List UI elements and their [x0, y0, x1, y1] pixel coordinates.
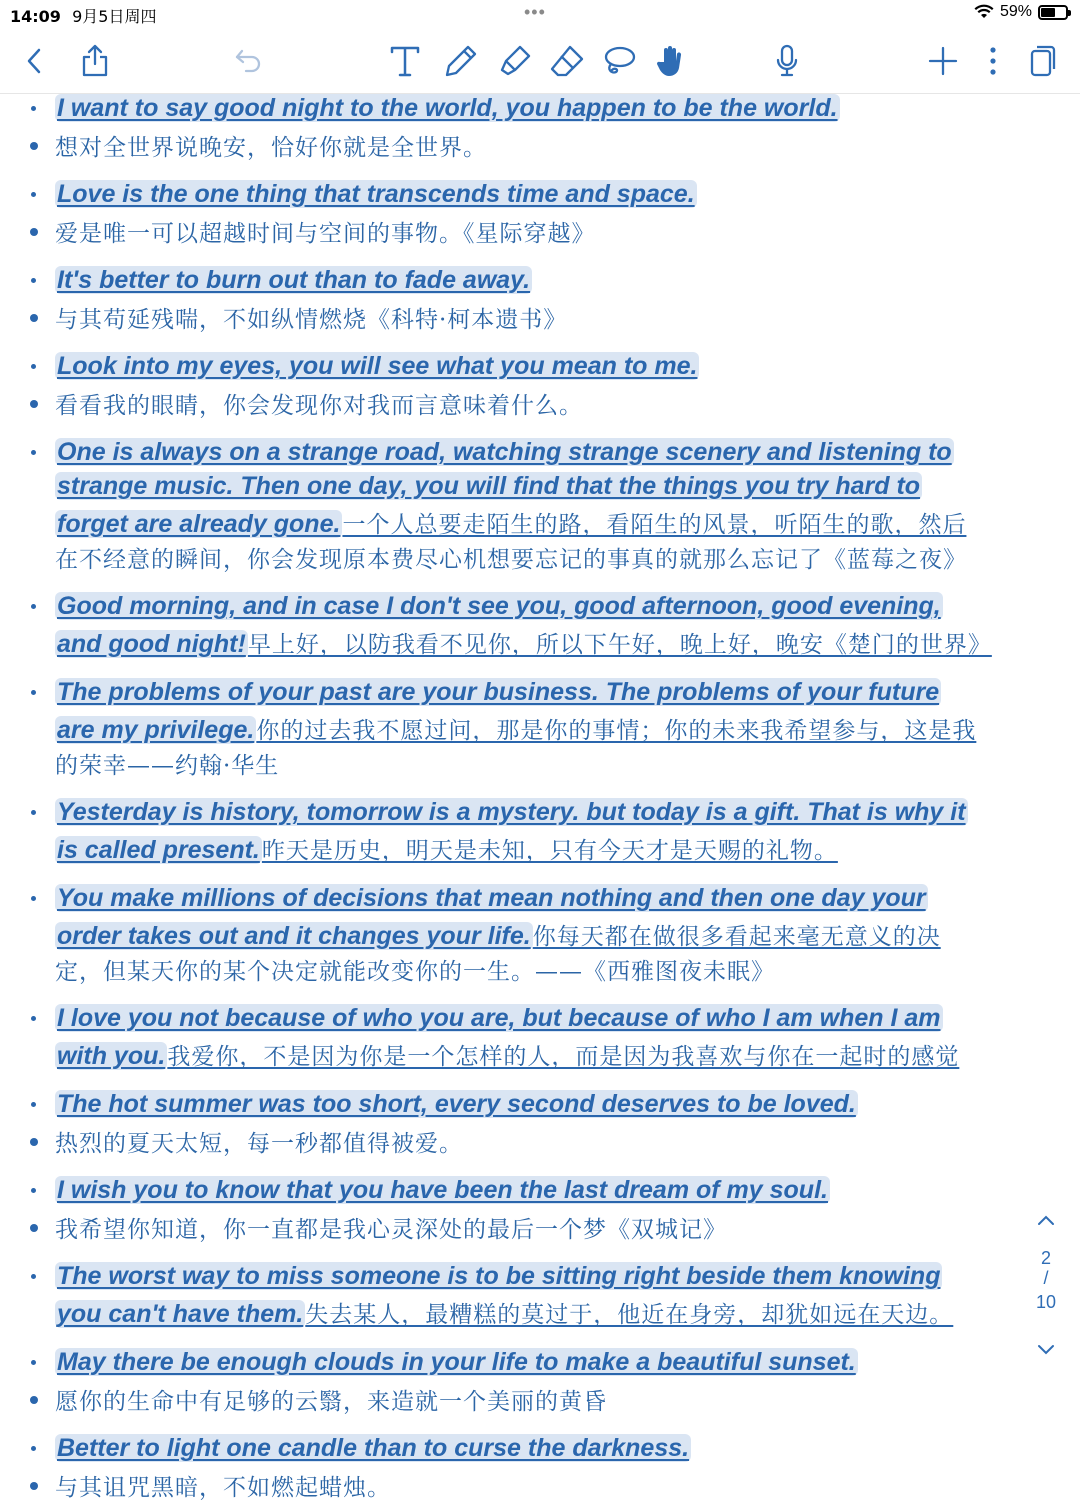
- status-bar: [0, 0, 1080, 28]
- note-page[interactable]: [0, 94, 1080, 1501]
- chinese-translation-line[interactable]: 热烈的夏天太短，每一秒都值得被爱。: [55, 1131, 463, 1157]
- bullet-point: [30, 1396, 38, 1404]
- wifi-icon: [974, 4, 994, 20]
- lasso-icon: [601, 44, 637, 78]
- bullet-point: [31, 1188, 36, 1193]
- highlighted-text: Good morning, and in case I don't see you, good afternoon, good evening,: [57, 592, 941, 620]
- english-quote-line[interactable]: [55, 1176, 830, 1208]
- english-quote-line[interactable]: [55, 506, 966, 538]
- chinese-translation-line[interactable]: 我希望你知道，你一直都是我心灵深处的最后一个梦《双城记》: [55, 1217, 727, 1243]
- pages-button[interactable]: [1022, 40, 1064, 82]
- chinese-translation-line[interactable]: 的荣幸——约翰·华生: [55, 753, 280, 779]
- english-quote-line[interactable]: [55, 798, 968, 830]
- chinese-translation-inline: 早上好，以防我看不见你，所以下午好，晚上好，晚安《楚门的世界》: [247, 632, 992, 658]
- more-icon: [988, 46, 998, 76]
- bullet-point: [31, 1274, 36, 1279]
- add-icon: [928, 46, 958, 76]
- english-quote-line[interactable]: [55, 94, 840, 126]
- bullet-point: [31, 278, 36, 283]
- bullet-point: [31, 810, 36, 815]
- highlighted-text: and good night!: [57, 630, 246, 658]
- multitasking-dots[interactable]: •••: [524, 2, 546, 22]
- english-quote-line[interactable]: [55, 1348, 858, 1380]
- bullet-point: [31, 450, 36, 455]
- english-quote-line[interactable]: [55, 180, 697, 212]
- chinese-translation-inline: 你的过去我不愿过问，那是你的事情；你的未来我希望参与，这是我: [256, 718, 977, 744]
- chevron-down-icon[interactable]: [1036, 1340, 1056, 1360]
- battery-percent: 59%: [999, 3, 1032, 20]
- highlighted-text: is called present.: [57, 836, 260, 864]
- microphone-icon: [775, 44, 799, 78]
- bullet-point: [30, 314, 38, 322]
- chinese-translation-line[interactable]: 定，但某天你的某个决定就能改变你的一生。——《西雅图夜未眠》: [55, 959, 775, 985]
- eraser-tool-button[interactable]: [546, 40, 588, 82]
- current-page-number: 2: [1040, 1248, 1051, 1268]
- eraser-icon: [549, 44, 585, 78]
- highlighted-text: forget are already gone.: [57, 510, 341, 538]
- english-quote-line[interactable]: [55, 352, 699, 384]
- chinese-translation-line[interactable]: 与其诅咒黑暗，不如燃起蜡烛。: [55, 1475, 391, 1501]
- bullet-point: [30, 1138, 38, 1146]
- highlighted-text: Love is the one thing that transcends time and space.: [57, 180, 695, 208]
- english-quote-line[interactable]: [55, 884, 928, 916]
- highlighted-text: You make millions of decisions that mean nothing and then one day your: [57, 884, 926, 912]
- english-quote-line[interactable]: [55, 1038, 959, 1070]
- bullet-point: [30, 400, 38, 408]
- chinese-translation-inline: 失去某人，最糟糕的莫过于，他近在身旁，却犹如远在天边。: [305, 1302, 954, 1328]
- bullet-point: [31, 364, 36, 369]
- share-button[interactable]: [74, 40, 116, 82]
- total-page-count: 10: [1035, 1292, 1057, 1312]
- share-icon: [81, 44, 109, 78]
- lasso-tool-button[interactable]: [598, 40, 640, 82]
- battery-icon: [1038, 5, 1068, 20]
- english-quote-line[interactable]: [55, 678, 941, 710]
- bullet-point: [30, 142, 38, 150]
- english-quote-line[interactable]: [55, 266, 532, 298]
- chinese-translation-inline: 昨天是历史，明天是未知，只有今天才是天赐的礼物。: [261, 838, 838, 864]
- bullet-point: [31, 192, 36, 197]
- highlighted-text: with you.: [57, 1042, 166, 1070]
- highlighted-text: One is always on a strange road, watching strange scenery and listening to: [57, 438, 952, 466]
- highlighted-text: Better to light one candle than to curse the darkness.: [57, 1434, 690, 1462]
- english-quote-line[interactable]: [55, 438, 954, 470]
- bullet-point: [30, 1482, 38, 1490]
- highlighted-text: are my privilege.: [57, 716, 255, 744]
- chinese-translation-inline: 一个人总要走陌生的路，看陌生的风景，听陌生的歌，然后: [342, 512, 967, 538]
- status-time: 14:09 9月5日周四: [10, 7, 157, 26]
- add-page-button[interactable]: [922, 40, 964, 82]
- chevron-up-icon[interactable]: [1036, 1210, 1056, 1230]
- page-separator: /: [1043, 1268, 1049, 1288]
- bullet-point: [31, 1016, 36, 1021]
- highlighted-text: The problems of your past are your business. The problems of your future: [57, 678, 940, 706]
- text-tool-button[interactable]: [384, 40, 426, 82]
- chinese-translation-line[interactable]: 看看我的眼睛，你会发现你对我而言意味着什么。: [55, 393, 583, 419]
- highlighted-text: order takes out and it changes your life.: [57, 922, 531, 950]
- hand-tool-button[interactable]: [650, 40, 692, 82]
- back-icon: [23, 47, 47, 75]
- page-indicator: [1026, 1200, 1066, 1360]
- highlighted-text: you can't have them.: [57, 1300, 304, 1328]
- chinese-translation-line[interactable]: 想对全世界说晚安，恰好你就是全世界。: [55, 135, 487, 161]
- highlighted-text: It's better to burn out than to fade away.: [57, 266, 531, 294]
- highlighted-text: Yesterday is history, tomorrow is a mystery. but today is a gift. That is why it: [57, 798, 966, 826]
- highlighted-text: I love you not because of who you are, but because of who I am when I am: [57, 1004, 941, 1032]
- back-button[interactable]: [14, 40, 56, 82]
- text-tool-icon: [389, 44, 421, 78]
- pages-icon: [1029, 45, 1057, 77]
- bullet-point: [30, 228, 38, 236]
- english-quote-line[interactable]: [55, 1004, 943, 1036]
- english-quote-line[interactable]: [55, 832, 838, 864]
- english-quote-line[interactable]: [55, 1296, 953, 1328]
- toolbar: [0, 28, 1080, 94]
- undo-button[interactable]: [228, 40, 270, 82]
- hand-icon: [654, 44, 688, 78]
- highlighted-text: The worst way to miss someone is to be sitting right beside them knowing: [57, 1262, 941, 1290]
- highlighted-text: Look into my eyes, you will see what you mean to me.: [57, 352, 698, 380]
- english-quote-line[interactable]: [55, 918, 941, 950]
- highlighted-text: I wish you to know that you have been the last dream of my soul.: [57, 1176, 828, 1204]
- bullet-point: [31, 896, 36, 901]
- chinese-translation-line[interactable]: 爱是唯一可以超越时间与空间的事物。《星际穿越》: [55, 221, 596, 247]
- highlighted-text: May there be enough clouds in your life to make a beautiful sunset.: [57, 1348, 856, 1376]
- english-quote-line[interactable]: [55, 712, 976, 744]
- status-indicators: [974, 3, 1068, 21]
- pen-tool-button[interactable]: [440, 40, 482, 82]
- english-quote-line[interactable]: [55, 592, 943, 624]
- english-quote-line[interactable]: [55, 1434, 691, 1466]
- bullet-point: [31, 1360, 36, 1365]
- english-quote-line[interactable]: [55, 1262, 942, 1294]
- chinese-translation-inline: 我爱你，不是因为你是一个怎样的人，而是因为我喜欢与你在一起时的感觉: [167, 1044, 960, 1070]
- highlighter-tool-button[interactable]: [494, 40, 536, 82]
- bullet-point: [31, 1446, 36, 1451]
- highlighted-text: The hot summer was too short, every second deserves to be loved.: [57, 1090, 856, 1118]
- english-quote-line[interactable]: [55, 1090, 858, 1122]
- bullet-point: [30, 1224, 38, 1232]
- chinese-translation-line[interactable]: 愿你的生命中有足够的云翳，来造就一个美丽的黄昏: [55, 1389, 607, 1415]
- bullet-point: [31, 106, 36, 111]
- chinese-translation-line[interactable]: 在不经意的瞬间，你会发现原本费尽心机想要忘记的事真的就那么忘记了《蓝莓之夜》: [55, 547, 967, 573]
- chinese-translation-line[interactable]: 与其苟延残喘，不如纵情燃烧《科特·柯本遗书》: [55, 307, 568, 333]
- bullet-point: [31, 604, 36, 609]
- highlighter-icon: [498, 44, 532, 78]
- english-quote-line[interactable]: [55, 626, 992, 658]
- pen-icon: [444, 44, 478, 78]
- undo-icon: [234, 47, 264, 75]
- bullet-point: [31, 1102, 36, 1107]
- bullet-point: [31, 690, 36, 695]
- more-button[interactable]: [972, 40, 1014, 82]
- highlighted-text: I want to say good night to the world, you happen to be the world.: [57, 94, 838, 122]
- english-quote-line[interactable]: [55, 472, 922, 504]
- microphone-button[interactable]: [766, 40, 808, 82]
- chinese-translation-inline: 你每天都在做很多看起来毫无意义的决: [532, 924, 941, 950]
- highlighted-text: strange music. Then one day, you will find that the things you try hard to: [57, 472, 921, 500]
